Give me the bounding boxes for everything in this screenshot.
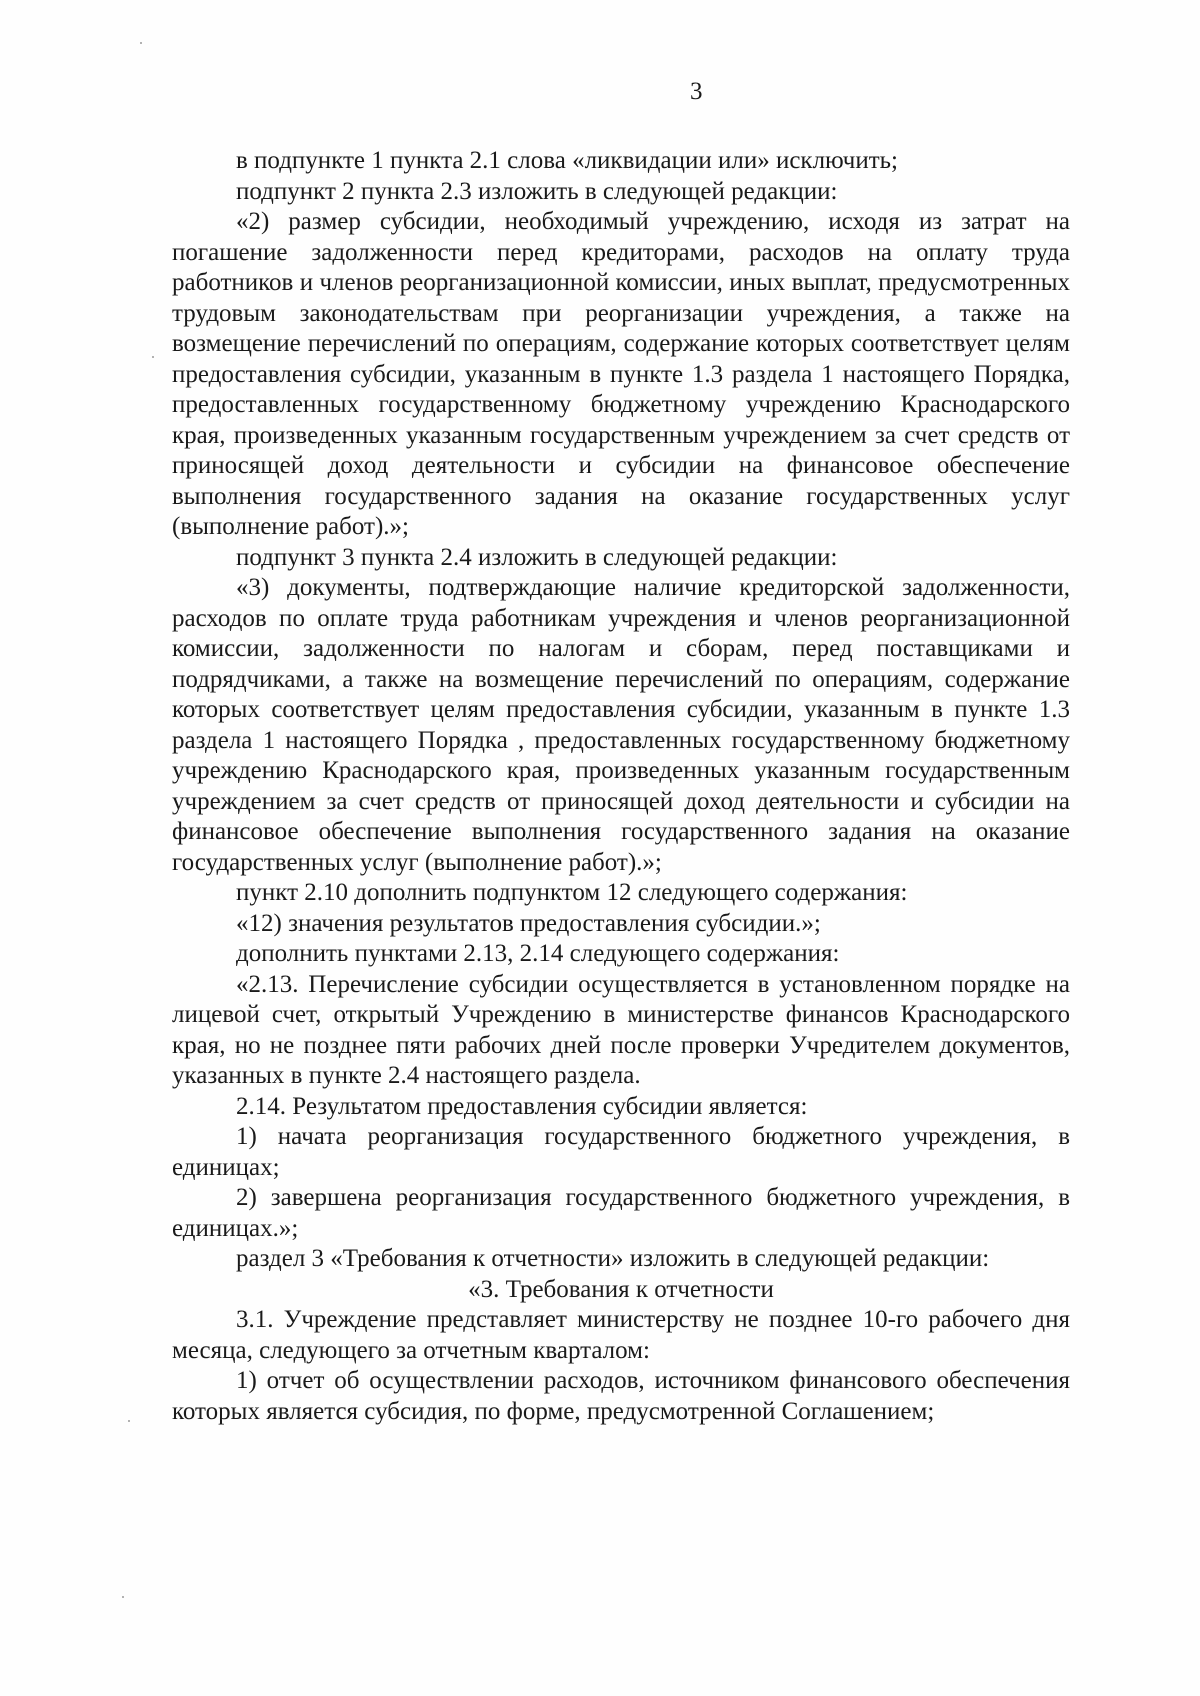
paragraph: 1) начата реорганизация государственного бюджетного учреждения, в единицах;: [172, 1123, 1070, 1181]
paragraph: 2) завершена реорганизация государственного бюджетного учреждения, в единицах.»;: [172, 1184, 1070, 1242]
paragraph: «12) значения результатов предоставления субсидии.»;: [236, 909, 821, 937]
scan-speck: [128, 1420, 130, 1422]
paragraph: в подпункте 1 пункта 2.1 слова «ликвидации или» исключить;: [236, 147, 898, 174]
scan-speck: [152, 356, 154, 358]
paragraph: «2.13. Перечисление субсидии осуществляется в установленном порядке на лицевой счет, открытый Учреждению в министерстве финансов Краснодарского края, но не позднее пяти рабочих дней после проверки Учредителем документов, указанных в пункте 2.4 настоящего раздела.: [172, 970, 1070, 1089]
page-number: 3: [690, 78, 703, 105]
paragraph: дополнить пунктами 2.13, 2.14 следующего содержания:: [236, 940, 840, 967]
paragraph: подпункт 2 пункта 2.3 изложить в следующей редакции:: [236, 177, 838, 205]
scan-speck: [140, 42, 142, 44]
paragraph: 3.1. Учреждение представляет министерству не позднее 10-го рабочего дня месяца, следующего за отчетным кварталом:: [172, 1306, 1070, 1364]
paragraph: «2) размер субсидии, необходимый учреждению, исходя из затрат на погашение задолженности перед кредиторами, расходов на оплату труда работников и членов реорганизационной комиссии, иных выплат, предусмотренных трудовым законодательствам при реорганизации учреждения, а также на возмещение перечислений по операциям, содержание которых соответствует целям предоставления субсидии, указанным в пункте 1.3 раздела 1 настоящего Порядка, предоставленных государственному бюджетному учреждению Краснодарского края, произведенных указанным государственным учреждением за счет средств от приносящей доход деятельности и субсидии на финансовое обеспечение выполнения государственного задания на оказание государственных услуг (выполнение работ).»;: [172, 208, 1070, 540]
scan-speck: [122, 1596, 124, 1598]
section-heading: «3. Требования к отчетности: [468, 1275, 774, 1303]
paragraph: 1) отчет об осуществлении расходов, источником финансового обеспечения которых является субсидия, по форме, предусмотренной Соглашением;: [172, 1367, 1070, 1425]
paragraph: пункт 2.10 дополнить подпунктом 12 следующего содержания:: [236, 879, 908, 906]
paragraph: «3) документы, подтверждающие наличие кредиторской задолженности, расходов по оплате труда работникам учреждения и членов реорганизационной комиссии, задолженности по налогам и сборам, перед поставщиками и подрядчиками, а также на возмещение перечислений по операциям, содержание которых соответствует целям предоставления субсидии, указанным в пункте 1.3 раздела 1 настоящего Порядка , предоставленных государственному бюджетному учреждению Краснодарского края, произведенных указанным государственным учреждением за счет средств от приносящей доход деятельности и субсидии на финансовое обеспечение выполнения государственного задания на оказание государственных услуг (выполнение работ).»;: [172, 574, 1070, 876]
paragraph: раздел 3 «Требования к отчетности» изложить в следующей редакции:: [236, 1245, 990, 1272]
document-body: [172, 146, 1070, 1427]
paragraph: подпункт 3 пункта 2.4 изложить в следующей редакции:: [236, 543, 838, 571]
paragraph: 2.14. Результатом предоставления субсидии является:: [236, 1092, 808, 1120]
